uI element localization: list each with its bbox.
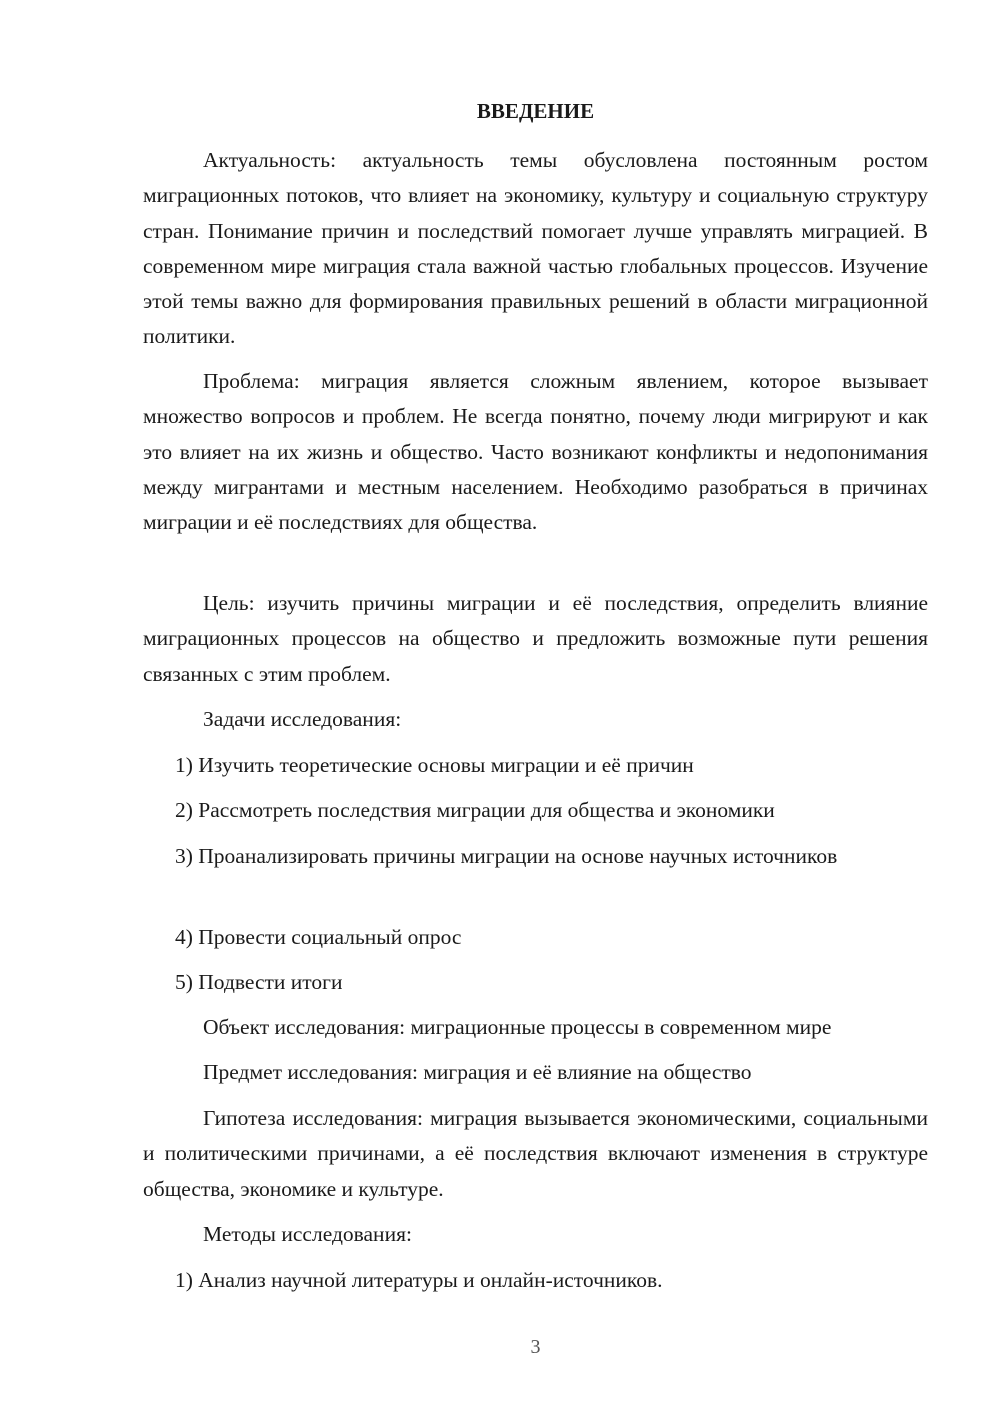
task-item-1: 1) Изучить теоретические основы миграции и её причин [175,753,694,777]
paragraph-subject: Предмет исследования: миграция и её влияние на общество [203,1060,752,1084]
paragraph-problem: Проблема: миграция является сложным явлением, которое вызывает множество вопросов и проблем. Не всегда понятно, почему люди мигрируют и как это влияет на их жизнь и общество. Часто возникают конфликты и недопонимания между мигрантами и местным населением. Необходимо разобраться в причинах миграции и её последствиях для общества. [143,369,928,535]
section-title: ВВЕДЕНИЕ [476,99,595,123]
task-item-4: 4) Провести социальный опрос [175,925,462,949]
paragraph-object: Объект исследования: миграционные процессы в современном мире [203,1015,832,1039]
paragraph-goal: Цель: изучить причины миграции и её последствия, определить влияние миграционных процессов на общество и предложить возможные пути решения связанных с этим проблем. [143,591,928,686]
methods-heading: Методы исследования: [203,1222,412,1246]
method-item-1: 1) Анализ научной литературы и онлайн-источников. [175,1268,663,1292]
document-page [143,0,928,1414]
tasks-heading: Задачи исследования: [203,707,402,731]
task-item-3: 3) Проанализировать причины миграции на основе научных источников [175,844,838,868]
paragraph-relevance: Актуальность: актуальность темы обусловлена постоянным ростом миграционных потоков, что влияет на экономику, культуру и социальную структуру стран. Понимание причин и последствий помогает лучше управлять миграцией. В современном мире миграция стала важной частью глобальных процессов. Изучение этой темы важно для формирования правильных решений в области миграционной политики. [143,148,928,349]
paragraph-hypothesis: Гипотеза исследования: миграция вызывается экономическими, социальными и политическими причинами, а её последствия включают изменения в структуре общества, экономике и культуре. [143,1106,928,1201]
task-item-2: 2) Рассмотреть последствия миграции для общества и экономики [175,798,775,822]
task-item-5: 5) Подвести итоги [175,970,343,994]
page-number: 3 [530,1336,541,1358]
